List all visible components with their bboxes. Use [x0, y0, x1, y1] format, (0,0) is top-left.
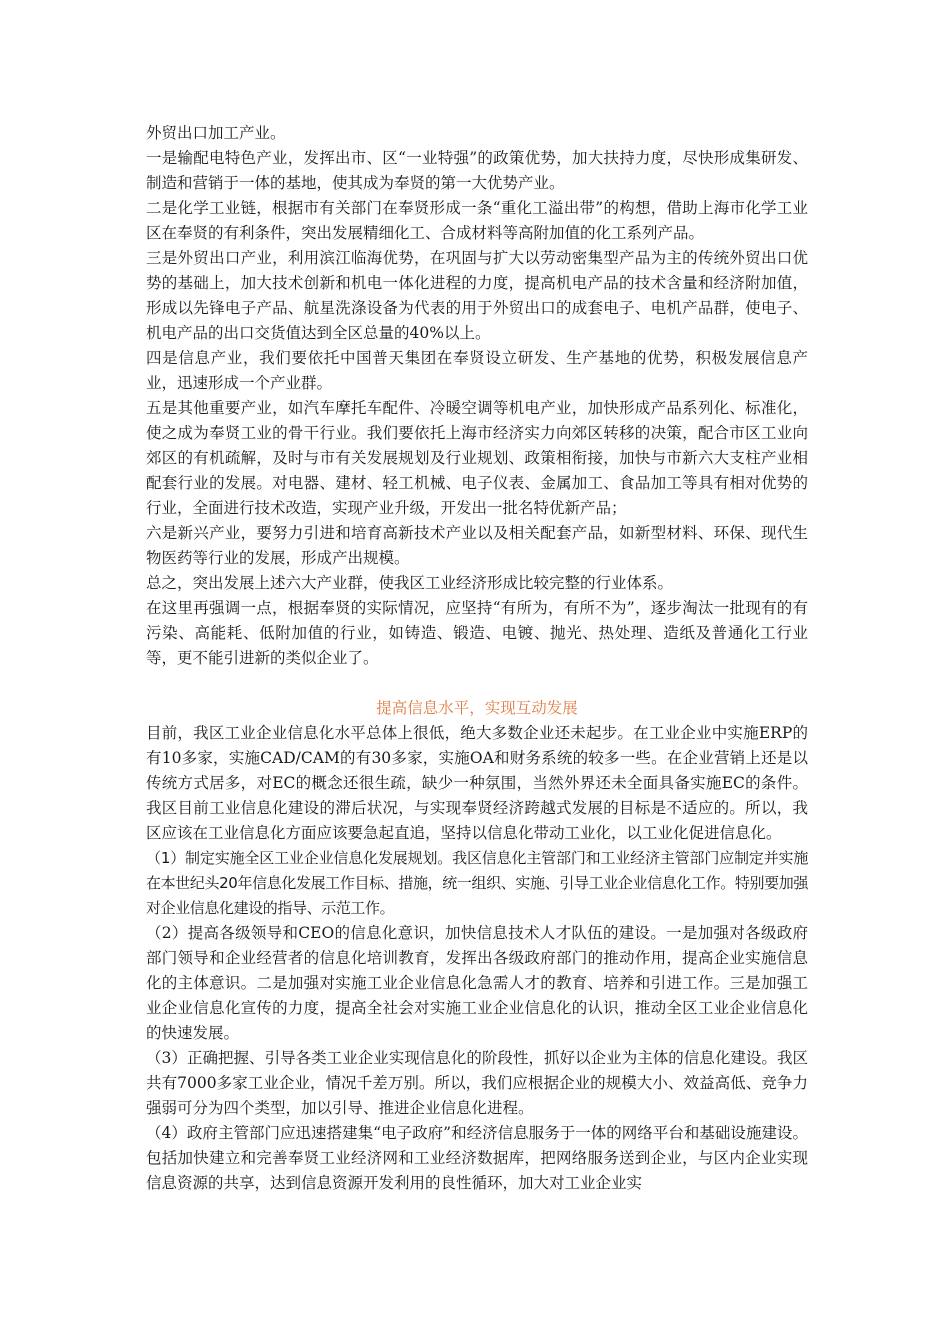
- paragraph: 外贸出口加工产业。: [146, 124, 286, 142]
- list-item: （2）提高各级领导和CEO的信息化意识，加快信息技术人才队伍的建设。一是加强对各级政府部门领导和企业经营者的信息化培训教育，发挥出各级政府部门的推动作用，提高企业实施信息化的主体意识。二是加强对实施工业企业信息化急需人才的教育、培养和引进工作。三是加强工业企业信息化宣传的力度，提高全社会对实施工业企业信息化的认识，推动全区工业企业信息化的快速发展。: [146, 924, 808, 1042]
- list-item: （4）政府主管部门应迅速搭建集“电子政府”和经济信息服务于一体的网络平台和基础设施建设。包括加快建立和完善奉贤工业经济网和工业经济数据库，把网络服务送到企业，与区内企业实现信息资源的共享，达到信息资源开发利用的良性循环，加大对工业企业实: [146, 1124, 808, 1192]
- list-item: （1）制定实施全区工业企业信息化发展规划。我区信息化主管部门和工业经济主管部门应制定并实施在本世纪头20年信息化发展工作目标、措施，统一组织、实施、引导工业企业信息化工作。特别要加强对企业信息化建设的指导、示范工作。: [146, 849, 808, 917]
- paragraph: 二是化学工业链，根据市有关部门在奉贤形成一条“重化工溢出带”的构想，借助上海市化学工业区在奉贤的有利条件，突出发展精细化工、合成材料等高附加值的化工系列产品。: [146, 199, 808, 242]
- paragraph: 五是其他重要产业，如汽车摩托车配件、冷暖空调等机电产业，加快形成产品系列化、标准化，使之成为奉贤工业的骨干行业。我们要依托上海市经济实力向郊区转移的决策，配合市区工业向郊区的有机疏解，及时与市有关发展规划及行业规划、政策相衔接，加快与市新六大支柱产业相配套行业的发展。对电器、建材、轻工机械、电子仪表、金属加工、食品加工等具有相对优势的行业，全面进行技术改造，实现产业升级，开发出一批名特优新产品；: [146, 399, 808, 517]
- list-item: （3）正确把握、引导各类工业企业实现信息化的阶段性，抓好以企业为主体的信息化建设。我区共有7000多家工业企业，情况千差万别。所以，我们应根据企业的规模大小、效益高低、竞争力强弱可分为四个类型，加以引导、推进企业信息化进程。: [146, 1049, 808, 1117]
- paragraph: 目前，我区工业企业信息化水平总体上很低，绝大多数企业还未起步。在工业企业中实施ERP的有10多家，实施CAD/CAM的有30多家，实施OA和财务系统的较多一些。在企业营销上还是以传统方式居多，对EC的概念还很生疏，缺少一种氛围，当然外界还未全面具备实施EC的条件。我区目前工业信息化建设的滞后状况，与实现奉贤经济跨越式发展的目标是不适应的。所以，我区应该在工业信息化方面应该要急起直追，坚持以信息化带动工业化，以工业化促进信息化。: [146, 724, 808, 842]
- paragraph: 总之，突出发展上述六大产业群，使我区工业经济形成比较完整的行业体系。: [146, 574, 674, 592]
- section-heading: 提高信息水平，实现互动发展: [376, 699, 578, 717]
- paragraph: 在这里再强调一点，根据奉贤的实际情况，应坚持“有所为，有所不为”，逐步淘汰一批现有的有污染、高能耗、低附加值的行业，如铸造、锻造、电镀、抛光、热处理、造纸及普通化工行业等，更不能引进新的类似企业了。: [146, 599, 808, 667]
- paragraph: 四是信息产业，我们要依托中国普天集团在奉贤设立研发、生产基地的优势，积极发展信息产业，迅速形成一个产业群。: [146, 349, 808, 392]
- paragraph: 六是新兴产业，要努力引进和培育高新技术产业以及相关配套产品，如新型材料、环保、现代生物医药等行业的发展，形成产出规模。: [146, 524, 808, 567]
- document-page: [146, 121, 808, 1196]
- paragraph: 三是外贸出口产业，利用滨江临海优势，在巩固与扩大以劳动密集型产品为主的传统外贸出口优势的基础上，加大技术创新和机电一体化进程的力度，提高机电产品的技术含量和经济附加值，形成以先锋电子产品、航星洗涤设备为代表的用于外贸出口的成套电子、电机产品群，使电子、机电产品的出口交货值达到全区总量的40%以上。: [146, 249, 808, 342]
- paragraph: 一是输配电特色产业，发挥出市、区“一业特强”的政策优势，加大扶持力度，尽快形成集研发、制造和营销于一体的基地，使其成为奉贤的第一大优势产业。: [146, 149, 808, 192]
